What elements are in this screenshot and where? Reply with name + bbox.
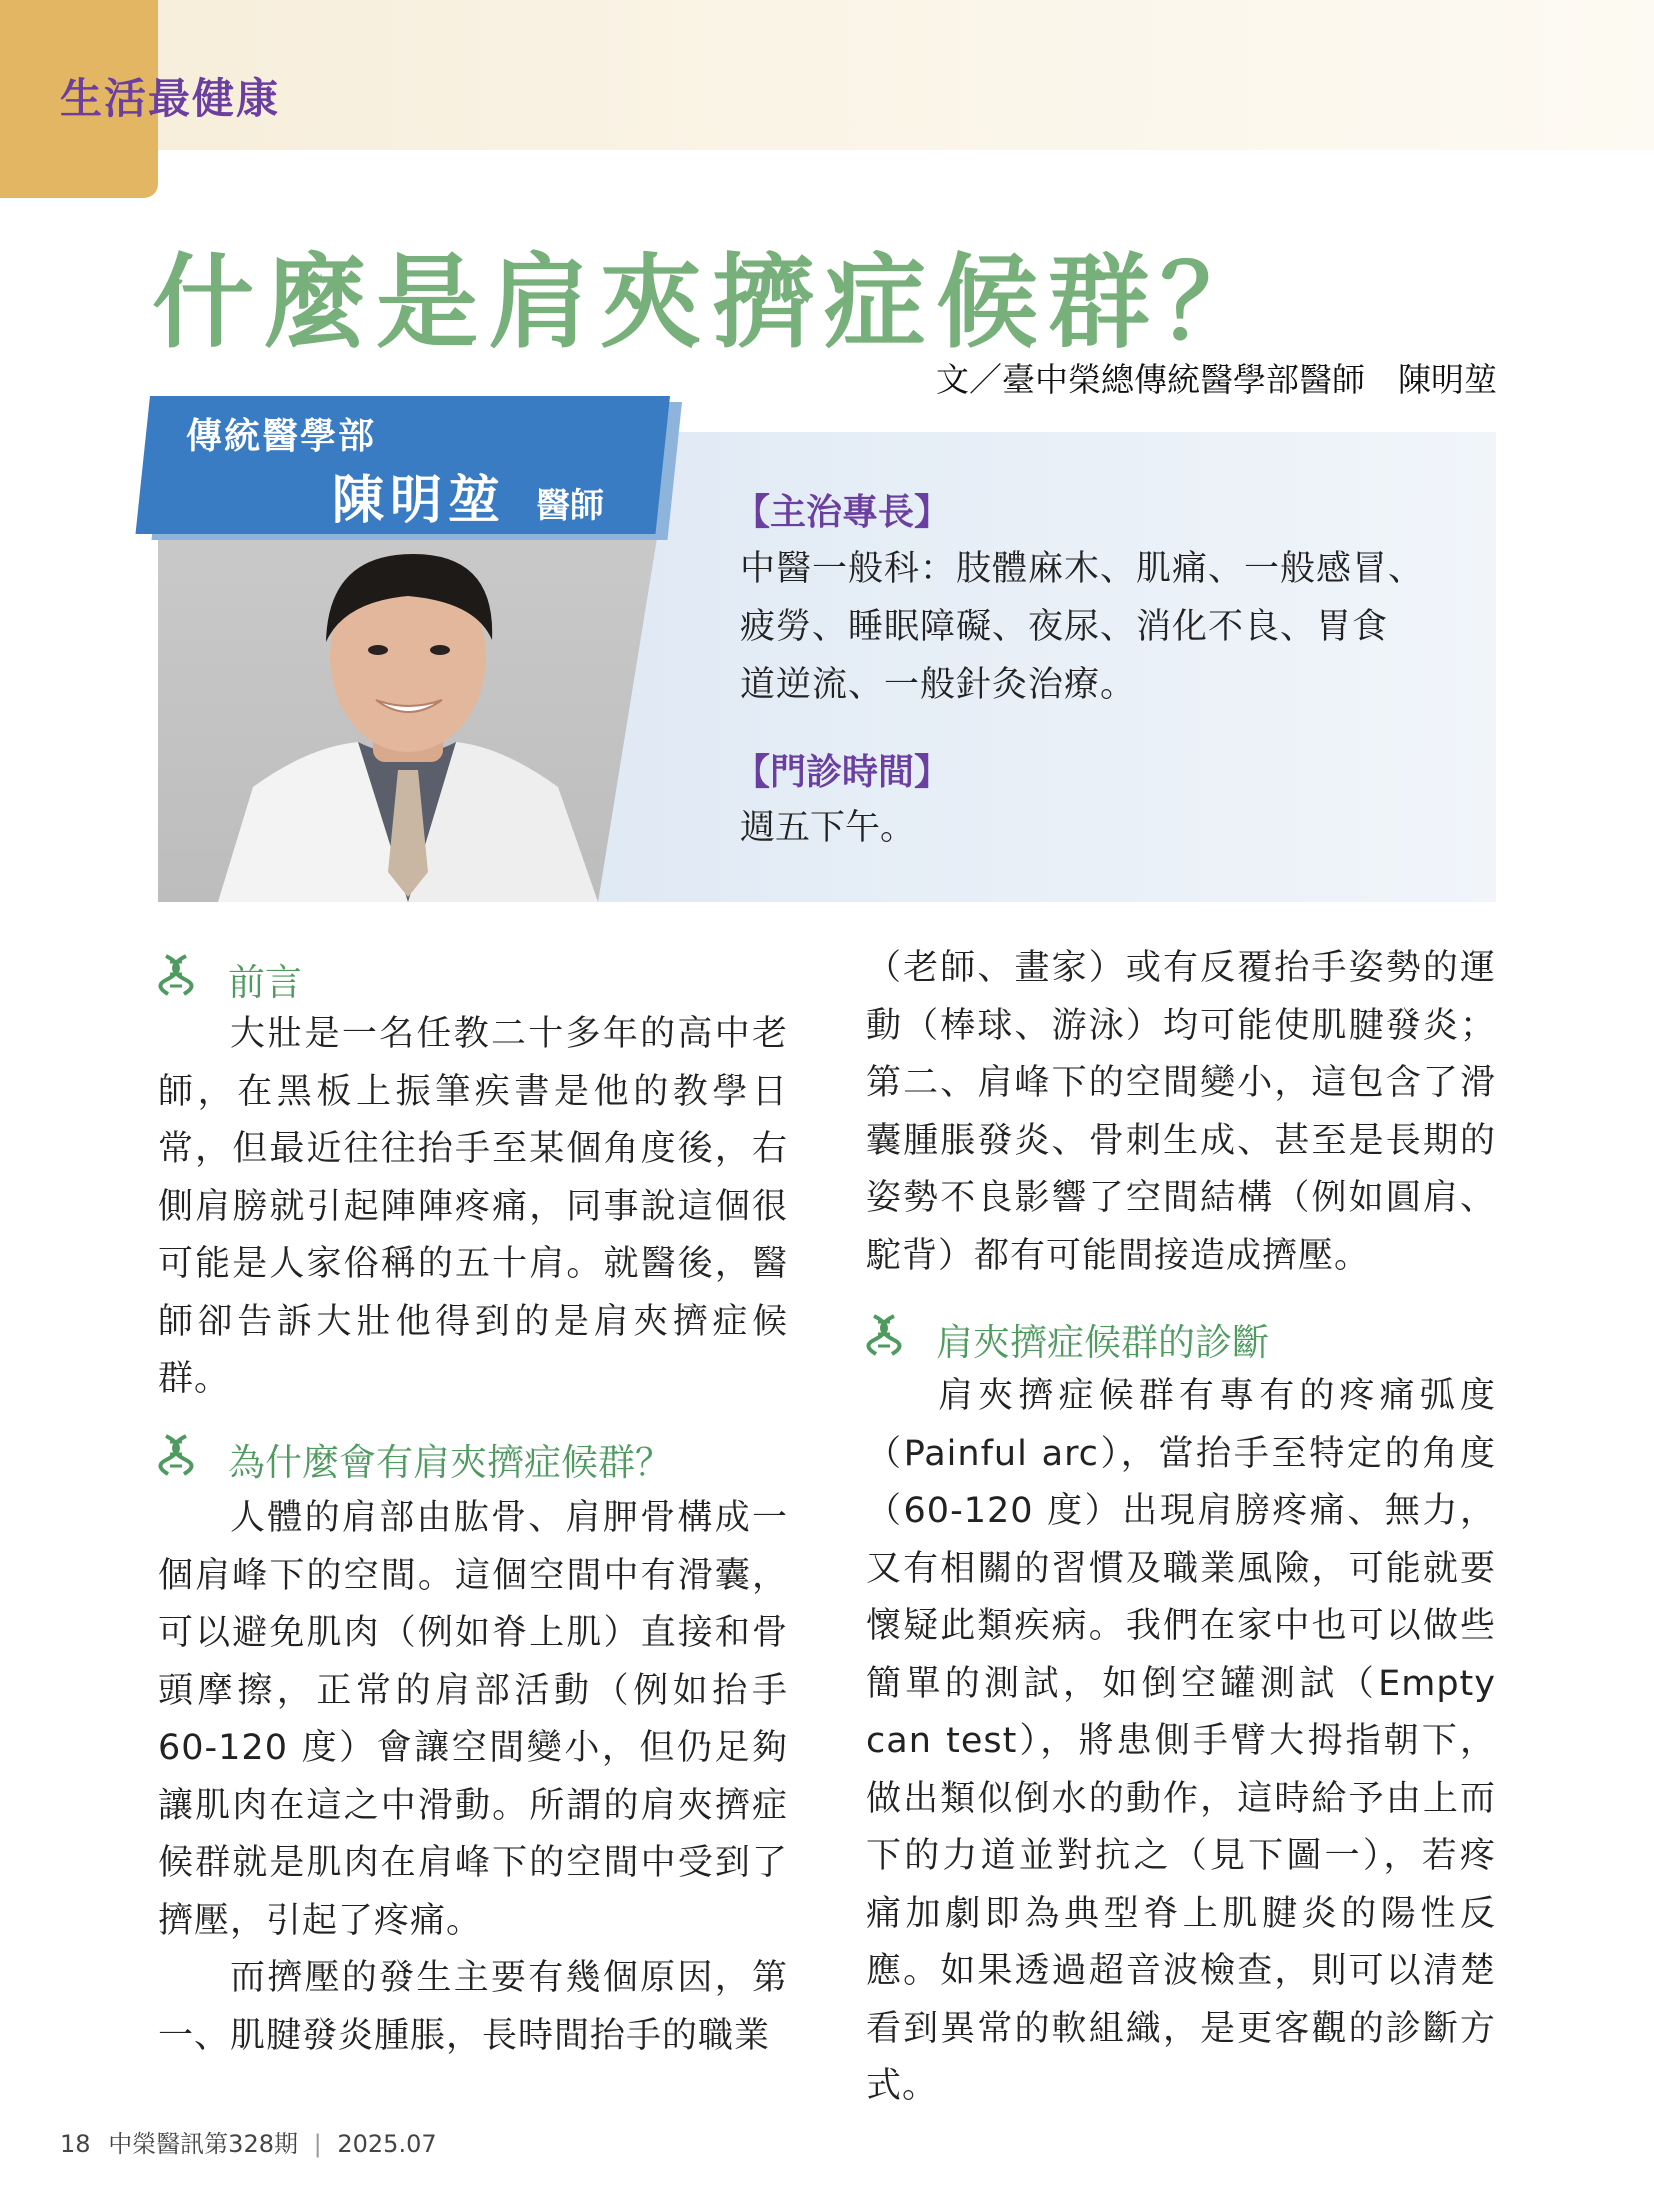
dna-icon (158, 954, 194, 996)
expertise-list (740, 540, 1460, 714)
publication-date: 2025.07 (337, 2130, 437, 2158)
page-number: 18 (60, 2130, 91, 2158)
clinic-time: 週五下午。 (740, 808, 916, 848)
clinic-heading: 【門診時間】 (734, 752, 951, 793)
doctor-portrait-icon (158, 532, 658, 902)
expertise-line: 道逆流、一般針灸治療。 (740, 665, 1137, 705)
expertise-heading: 【主治專長】 (734, 492, 951, 533)
article-byline: 文／臺中榮總傳統醫學部醫師 陳明堃 (936, 360, 1497, 399)
section-heading-text: 前言 (228, 961, 302, 1004)
expertise-line: 中醫一般科：肢體麻木、肌痛、一般感冒、 (740, 549, 1425, 589)
publication-name: 中榮醫訊第328期 (108, 2130, 298, 2158)
why-paragraph-2-end: （老師、畫家）或有反覆抬手姿勢的運動（棒球、游泳）均可能使肌腱發炎；第二、肩峰下的空間變小，這包含了滑囊腫脹發炎、骨刺生成、甚至是長期的姿勢不良影響了空間結構（例如圓肩、駝背）都有可能間接造成擠壓。 (866, 948, 1496, 1276)
section-label-rest: 最健康 (148, 74, 281, 123)
dna-icon (866, 1314, 902, 1356)
footer-separator: | (313, 2130, 322, 2158)
section-heading-text: 肩夾擠症候群的診斷 (936, 1321, 1269, 1364)
dna-icon (158, 1434, 194, 1476)
diagnosis-paragraph: 肩夾擠症候群有專有的疼痛弧度（Painful arc），當抬手至特定的角度（60-120 度）出現肩膀疼痛、無力，又有相關的習慣及職業風險，可能就要懷疑此類疾病。我們在家中也可以做些簡單的測試，如倒空罐測試（Empty can test），將患側手臂大拇指朝下，做出類似倒水的動作，這時給予由上而下的力道並對抗之（見下圖一），若疼痛加劇即為典型脊上肌腱炎的陽性反應。如果透過超音波檢查，則可以清楚看到異常的軟組織，是更客觀的診斷方式。 (866, 1376, 1496, 2106)
page-footer (60, 2124, 437, 2159)
why-paragraph-2-start: 而擠壓的發生主要有幾個原因，第一、肌腱發炎腫脹，長時間抬手的職業 (158, 1958, 788, 2056)
doctor-department: 傳統醫學部 (186, 416, 377, 457)
section-heading-text: 為什麼會有肩夾擠症候群？ (228, 1441, 672, 1484)
why-paragraph-1: 人體的肩部由肱骨、肩胛骨構成一個肩峰下的空間。這個空間中有滑囊，可以避免肌肉（例如脊上肌）直接和骨頭摩擦，正常的肩部活動（例如抬手60-120 度）會讓空間變小，但仍足夠讓肌肉在這之中滑動。所謂的肩夾擠症候群就是肌肉在肩峰下的空間中受到了擠壓，引起了疼痛。 (158, 1498, 788, 1941)
doctor-title: 醫師 (536, 486, 604, 526)
intro-paragraph: 大壯是一名任教二十多年的高中老師，在黑板上振筆疾書是他的教學日常，但最近往往抬手至某個角度後，右側肩膀就引起陣陣疼痛，同事說這個很可能是人家俗稱的五十肩。就醫後，醫師卻告訴大壯他得到的是肩夾擠症候群。 (158, 1014, 788, 1399)
doctor-photo (158, 532, 658, 902)
expertise-line: 疲勞、睡眠障礙、夜尿、消化不良、胃食 (740, 607, 1389, 647)
doctor-name: 陳明堃 (332, 471, 507, 531)
section-label (60, 66, 280, 126)
section-label-lead: 生活 (60, 74, 149, 123)
article-title: 什麼是肩夾擠症候群？ (152, 244, 1272, 363)
